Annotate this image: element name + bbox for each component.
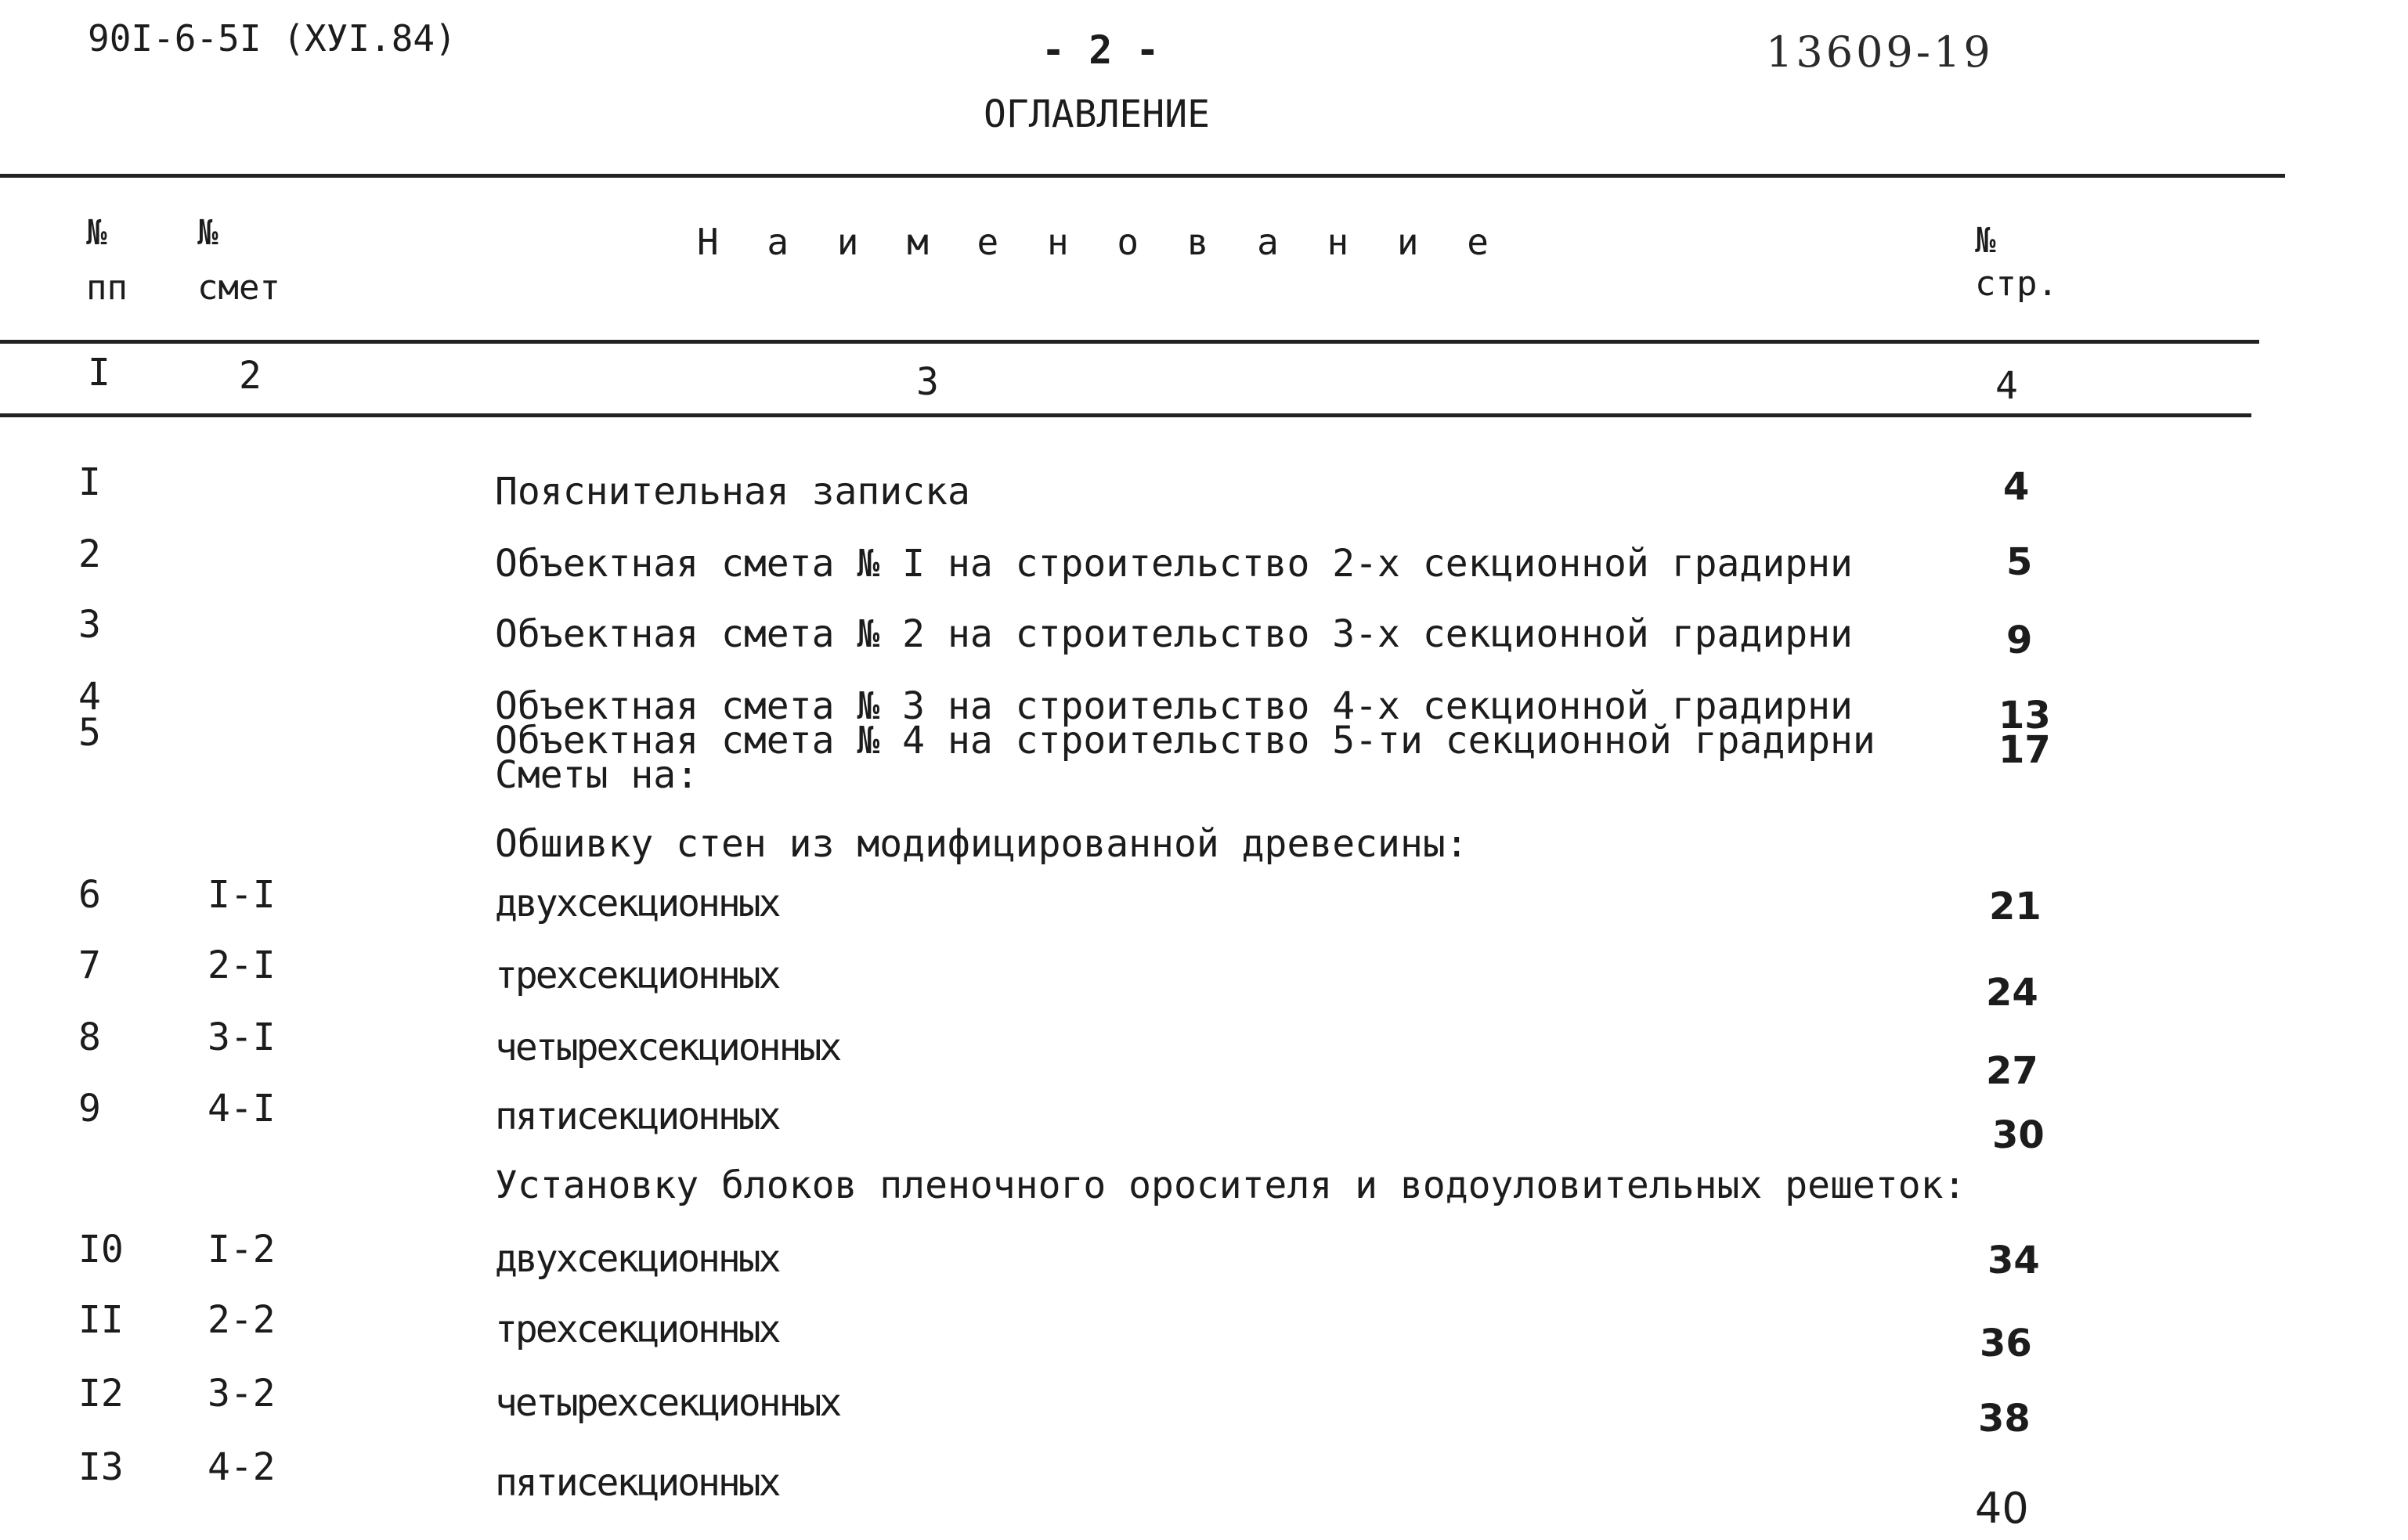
section-heading: Установку блоков пленочного оросителя и водоуловительных решеток: [495,1163,1966,1207]
row-number: 6 [78,873,101,917]
row-page: 30 [1992,1113,2045,1157]
row-name: Пояснительная записка [495,470,970,514]
row-name: четырехсекционных [495,1381,840,1425]
row-page: 40 [1975,1484,2029,1533]
column-number: I [88,351,110,395]
row-name: двухсекционных [495,882,779,925]
row-page: 21 [1989,885,2042,929]
row-name: пятисекционных [495,1095,779,1138]
row-number: 5 [78,711,101,755]
row-estimate-code: 2-2 [208,1298,276,1342]
row-estimate-code: I-I [208,873,276,917]
table-of-contents-title: ОГЛАВЛЕНИЕ [984,92,1210,136]
section-heading: Сметы на: [495,753,699,797]
registration-number: 13609-19 [1766,27,1994,77]
column-number: 4 [1995,364,2018,408]
row-page: 27 [1986,1049,2038,1093]
row-page: 38 [1978,1397,2031,1441]
row-number: 8 [78,1015,101,1059]
row-name: трехсекционных [495,1307,779,1351]
col-header-page-label: стр. [1975,264,2058,304]
col-header-estimate-label: смет [197,268,280,308]
row-estimate-code: 4-2 [208,1445,276,1489]
col-header-num-symbol: № [86,213,107,253]
row-page: 36 [1980,1322,2032,1365]
row-number: I2 [78,1372,124,1416]
row-number: II [78,1298,124,1342]
row-number: 9 [78,1087,101,1131]
col-header-page-symbol: № [1975,221,1996,261]
row-estimate-code: 4-I [208,1087,276,1131]
table-top-rule [0,174,2285,178]
section-heading: Обшивку стен из модифицированной древесины: [495,822,1468,866]
row-number: 3 [78,603,101,647]
row-page: 4 [2003,465,2030,509]
table-colnum-rule [0,413,2251,417]
document-code: 90I-6-5I (XУI.84) [88,17,457,60]
row-name: Объектная смета № 3 на строительство 4-х секционной градирни [495,684,1853,728]
row-name: пятисекционных [495,1461,779,1505]
row-name: Объектная смета № I на строительство 2-х секционной градирни [495,542,1853,586]
row-number: I [78,460,101,504]
table-header-rule [0,340,2259,344]
page-number: - 2 - [1042,27,1160,73]
row-page: 17 [1998,728,2051,772]
row-estimate-code: I-2 [208,1228,276,1271]
row-number: I0 [78,1228,124,1271]
row-page: 13 [1998,694,2051,738]
row-number: 2 [78,532,101,576]
column-number: 3 [916,360,939,404]
col-header-num-label: пп [86,268,128,308]
row-number: 7 [78,943,101,987]
row-estimate-code: 3-2 [208,1372,276,1416]
row-page: 5 [2006,540,2033,584]
row-number: I3 [78,1445,124,1489]
row-name: четырехсекционных [495,1026,840,1069]
row-page: 24 [1986,971,2038,1015]
row-name: трехсекционных [495,954,779,997]
row-estimate-code: 2-I [208,943,276,987]
col-header-name: Н а и м е н о в а н и е [697,221,1502,263]
row-page: 34 [1987,1239,2040,1282]
row-page: 9 [2006,619,2033,662]
row-name: двухсекционных [495,1237,779,1281]
row-name: Объектная смета № 4 на строительство 5-ти секционной градирни [495,719,1875,763]
row-name: Объектная смета № 2 на строительство 3-х секционной градирни [495,612,1853,656]
row-estimate-code: 3-I [208,1015,276,1059]
col-header-estimate-symbol: № [197,213,218,253]
column-number: 2 [239,354,262,398]
row-number: 4 [78,675,101,719]
